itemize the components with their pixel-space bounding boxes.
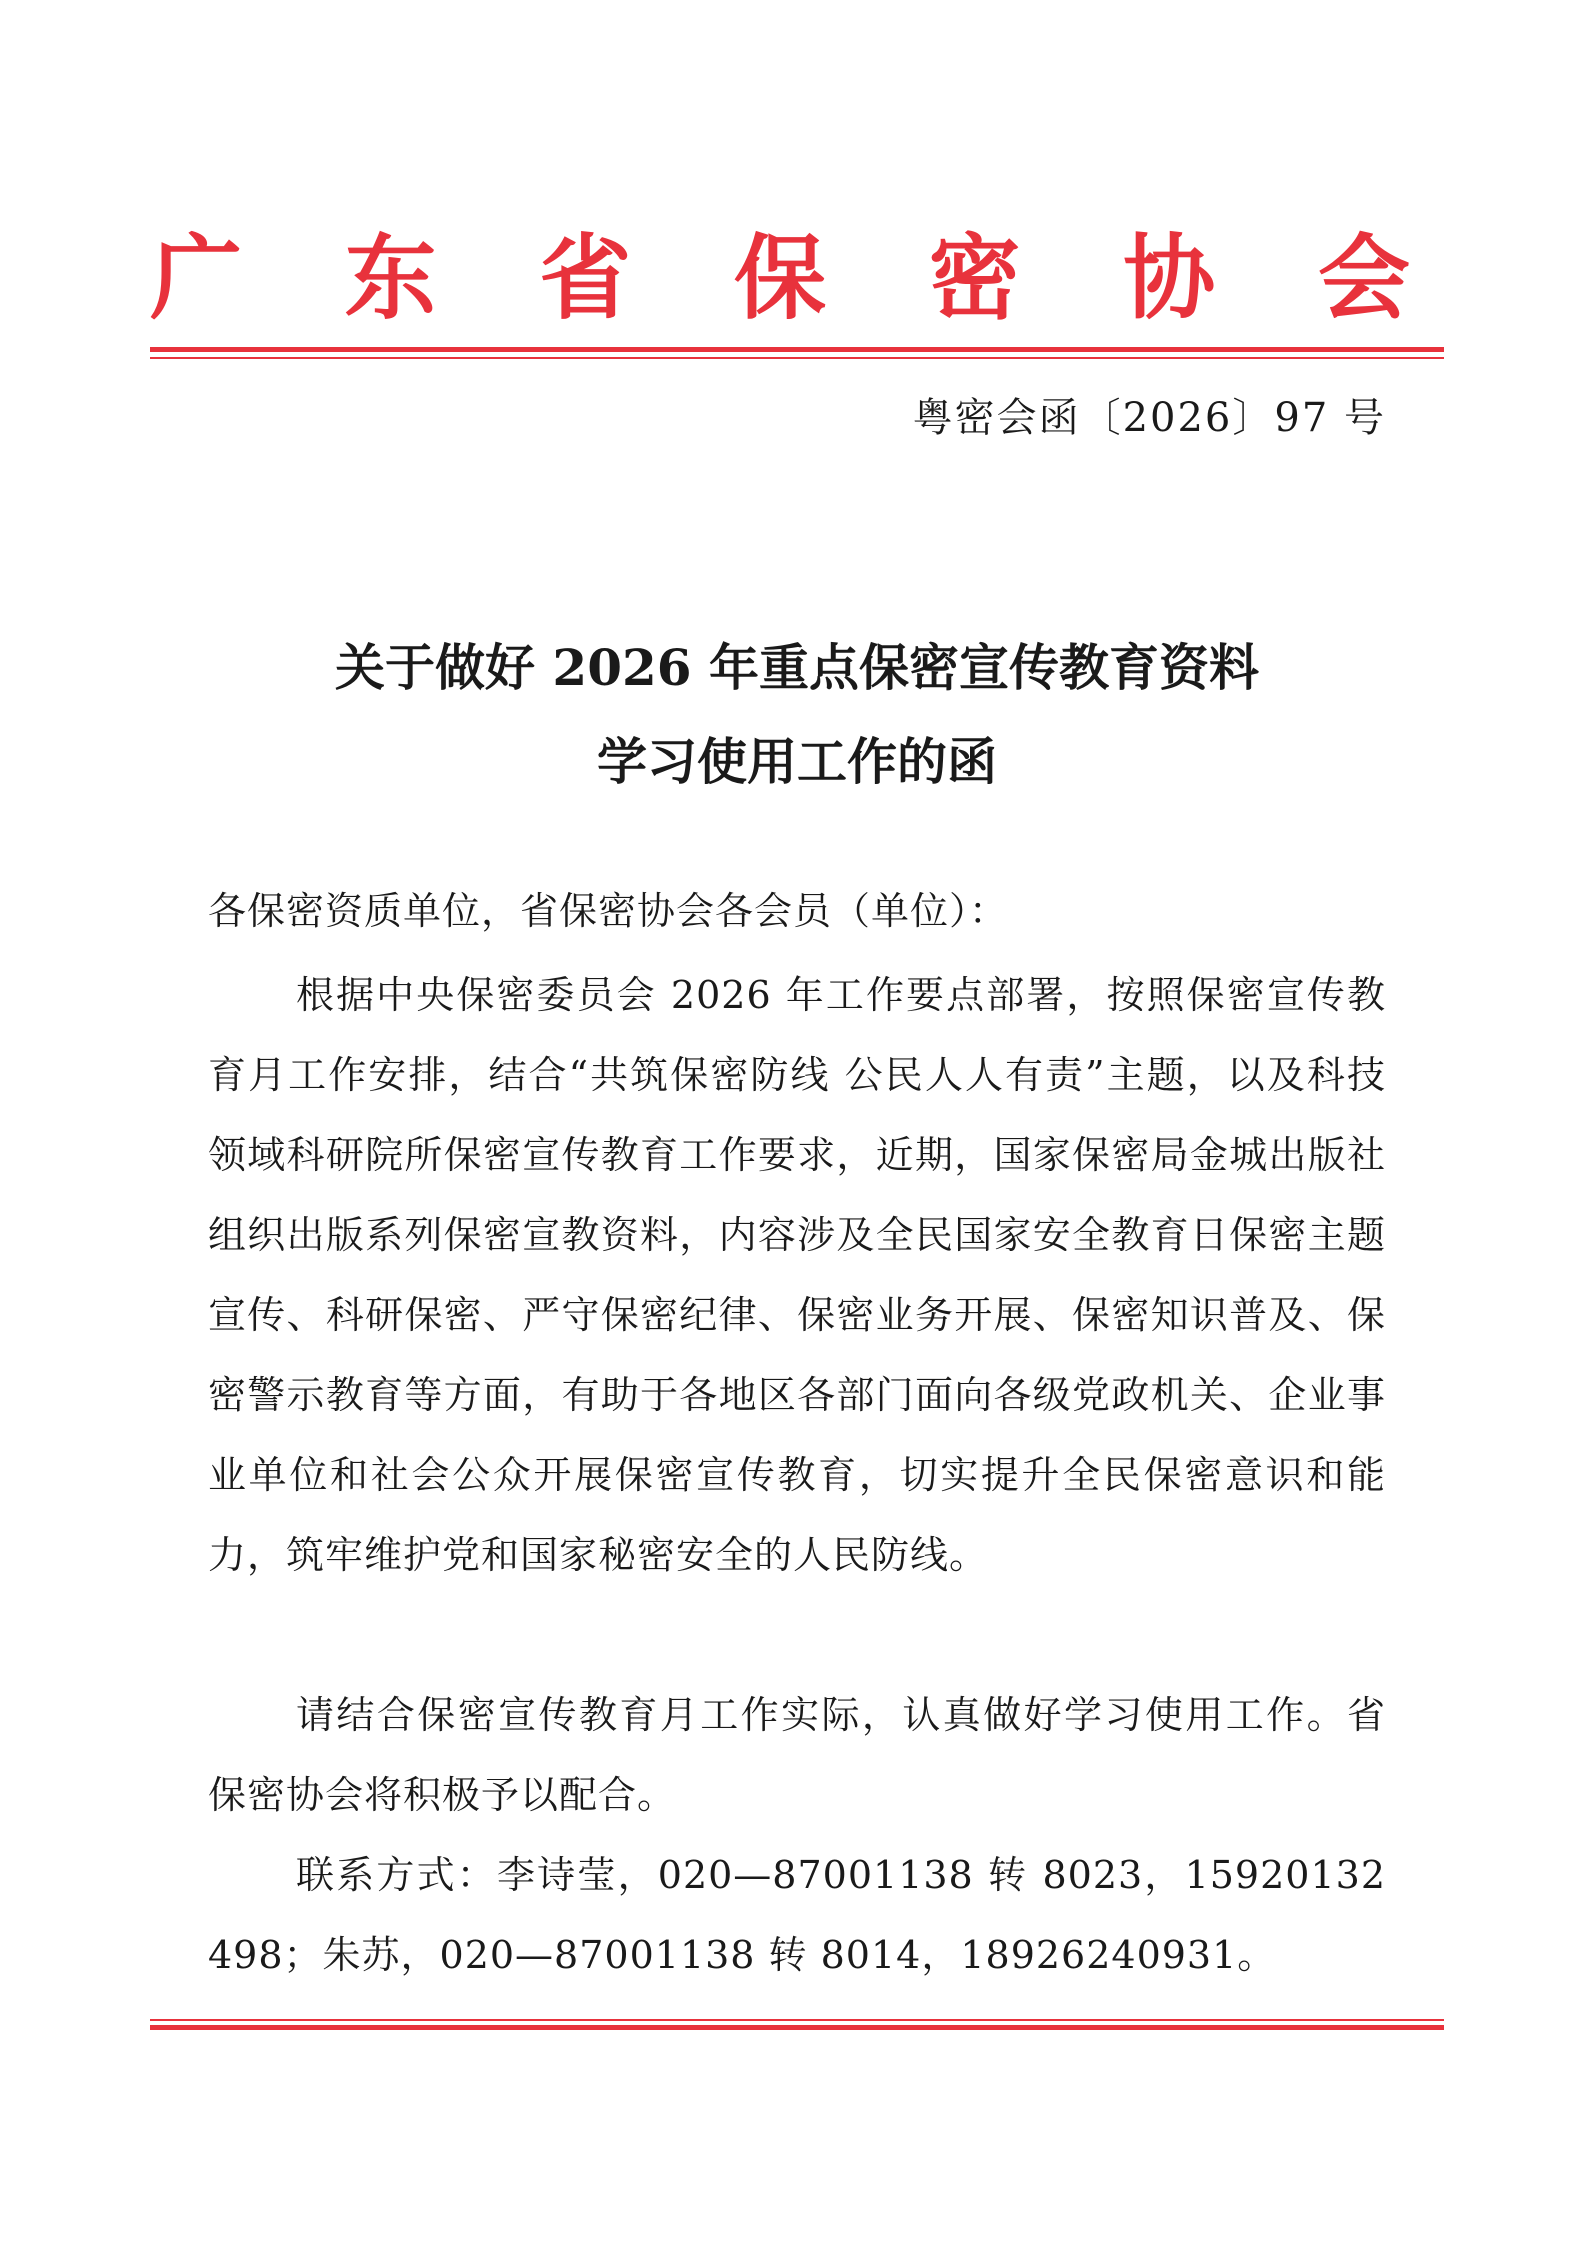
body-paragraph-1: 根据中央保密委员会 2026 年工作要点部署，按照保密宣传教育月工作安排，结合“共筑保密防线 公民人人有责”主题，以及科技领域科研院所保密宣传教育工作要求，近期，国家保密局金城出版社组织出版系列保密宣教资料，内容涉及全民国家安全教育日保密主题宣传、科研保密、严守保密纪律、保密业务开展、保密知识普及、保密警示教育等方面，有助于各地区各部门面向各级党政机关、企业事业单位和社会公众开展保密宣传教育，切实提升全民保密意识和能力，筑牢维护党和国家秘密安全的人民防线。: [208, 973, 1386, 1577]
header-divider-thin: [150, 357, 1444, 359]
document-number: 粤密会函〔2026〕97 号: [912, 395, 1386, 441]
organization-name-char: 东: [344, 224, 437, 332]
organization-header: [150, 218, 1410, 338]
document-title-line-1: 关于做好 2026 年重点保密宣传教育资料: [335, 638, 1259, 697]
organization-name-char: 密: [928, 224, 1021, 332]
organization-name-char: 保: [733, 224, 826, 332]
organization-name-char: 省: [539, 224, 632, 332]
body-paragraph-2: 请结合保密宣传教育月工作实际，认真做好学习使用工作。省保密协会将积极予以配合。: [208, 1693, 1386, 1817]
organization-name-char: 协: [1123, 224, 1216, 332]
organization-name-char: 会: [1317, 224, 1410, 332]
organization-name-char: 广: [150, 224, 243, 332]
footer-divider-thin: [150, 2019, 1444, 2021]
contact-paragraph: 联系方式：李诗莹，020—87001138 转 8023，15920132498；朱苏，020—87001138 转 8014，18926240931。: [208, 1853, 1386, 1977]
salutation: 各保密资质单位，省保密协会各会员（单位）：: [208, 889, 1009, 933]
header-divider-thick: [150, 347, 1444, 352]
document-title-line-2: 学习使用工作的函: [597, 732, 997, 791]
footer-divider-thick: [150, 2025, 1444, 2030]
